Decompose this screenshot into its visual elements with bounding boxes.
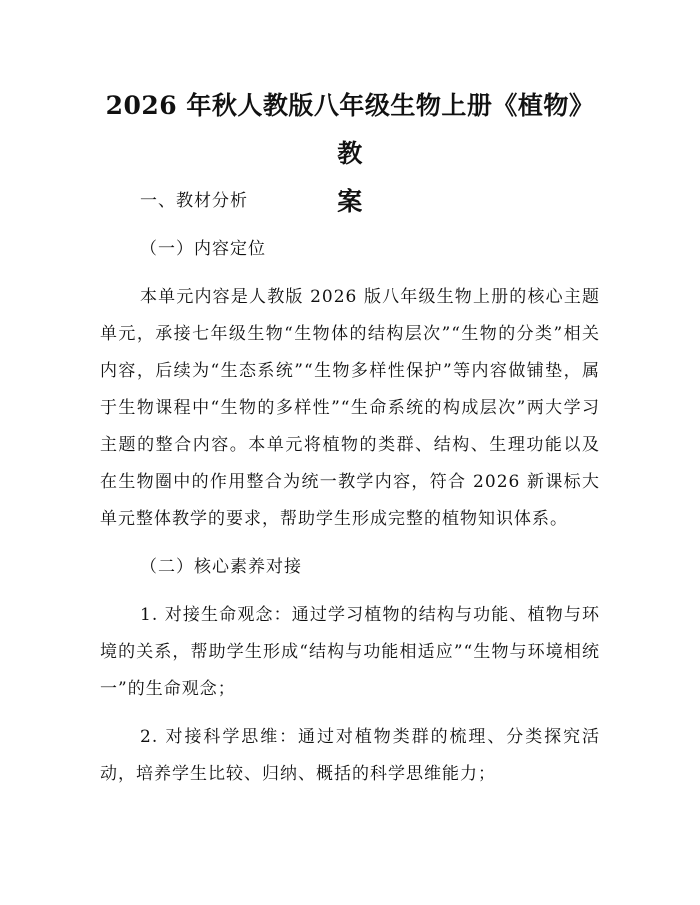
subsection-heading-content-positioning: （一）内容定位 <box>140 239 266 259</box>
paragraph-content-positioning: 本单元内容是人教版 2026 版八年级生物上册的核心主题单元，承接七年级生物“生物体的结构层次”“生物的分类”相关内容，后续为“生态系统”“生物多样性保护”等内容做铺垫，属于生物课程中“生物的多样性”“生命系统的构成层次”两大学习主题的整合内容。本单元将植物的类群、结构、生理功能以及在生物圈中的作用整合为统一教学内容，符合 2026 新课标大单元整体教学的要求，帮助学生形成完整的植物知识体系。 <box>100 287 600 529</box>
subsection-heading-core-literacy: （二）核心素养对接 <box>140 557 302 577</box>
document-body <box>100 183 600 804</box>
section-heading-teaching-material-analysis: 一、教材分析 <box>140 191 248 211</box>
list-item-life-concept: 1. 对接生命观念：通过学习植物的结构与功能、植物与环境的关系，帮助学生形成“结构与功能相适应”“生物与环境相统一”的生命观念； <box>100 605 600 699</box>
title-line-1: 2026 年秋人教版八年级生物上册《植物》教 <box>105 91 595 168</box>
list-item-scientific-thinking: 2. 对接科学思维：通过对植物类群的梳理、分类探究活动，培养学生比较、归纳、概括的科学思维能力； <box>100 727 600 784</box>
title-line-2: 案 <box>337 187 363 216</box>
